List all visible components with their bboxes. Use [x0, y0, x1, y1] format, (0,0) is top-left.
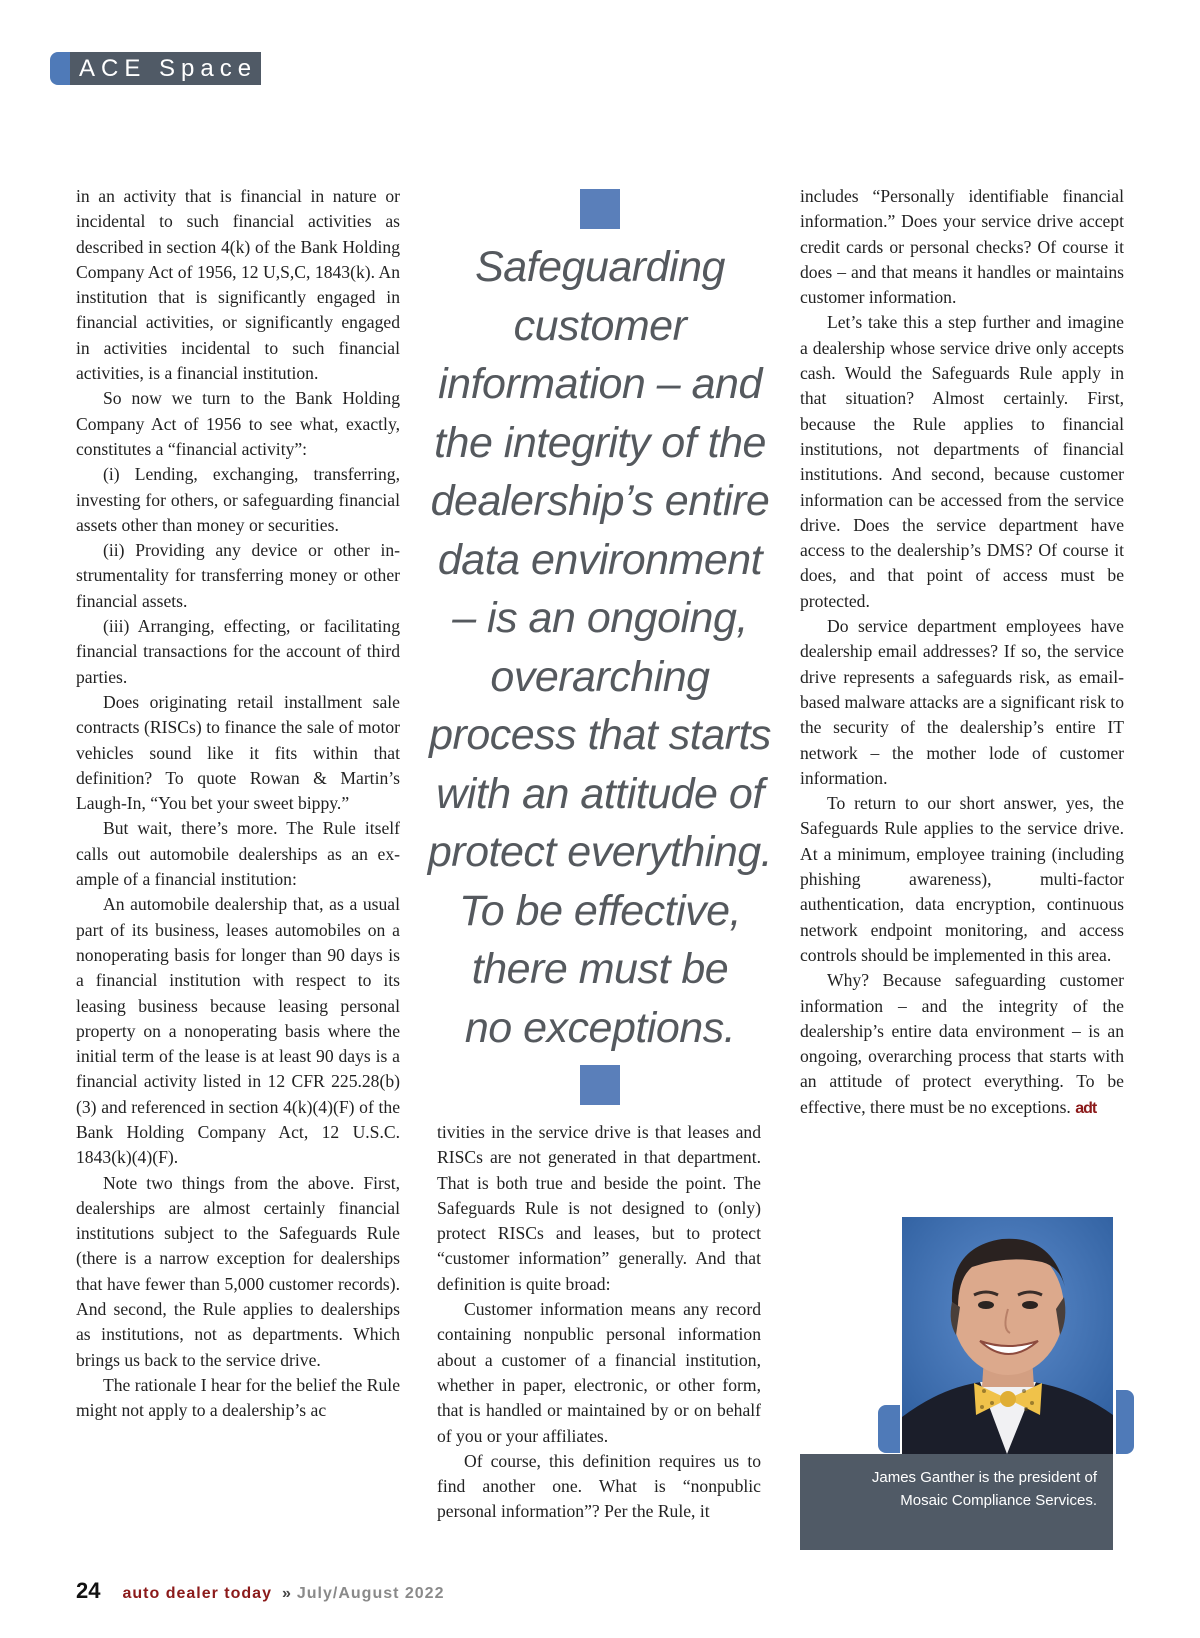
paragraph: (iii) Arranging, effecting, or facilitating financial transactions for the account of third parties.: [76, 616, 400, 687]
paragraph: Does originating retail installment sale contracts (RISCs) to finance the sale of motor vehicles sound like it fits within that definition? To quote Rowan & Martin’s Laugh-In, “You bet your sweet bippy.”: [76, 691, 400, 814]
paragraph: [800, 968, 1124, 1121]
author-caption: [837, 1466, 1097, 1512]
section-label: ACE Space: [70, 52, 261, 85]
pullquote-line: – is an ongoing,: [452, 594, 748, 642]
issue-date: July/August 2022: [296, 1585, 445, 1602]
paragraph: To return to our short answer, yes, the Safeguards Rule applies to the service drive. At a minimum, employee training (including phishing awareness), multi-factor authentication, data encryption, continuous network endpoint monitoring, and access controls should be implemented in this area.: [800, 793, 1124, 965]
pullquote-square-top: [580, 189, 620, 229]
author-photo: [902, 1217, 1113, 1454]
end-mark-logo: adt: [1075, 1099, 1097, 1117]
pullquote-line: the integrity of the: [434, 418, 766, 467]
pullquote-line: overarching: [490, 652, 710, 701]
paragraph: Customer information means any record containing nonpublic personal information about a customer of a financial institution, whether in paper, electronic, or other form, that is handled or maintained by or on behalf of you or your affiliates.: [437, 1299, 761, 1446]
pullquote-line: Safeguarding: [475, 243, 725, 291]
author-portrait: [902, 1217, 1113, 1454]
paragraph: Let’s take this a step further and imagine a dealership whose service drive only accepts cash. Would the Safeguards Rule apply in that situation? Almost certainly. First, because the Rule applies to financial institutions, not departments of financial institutions. And second, because customer information can be accessed from the service drive. Does the service department have access to the dealership’s DMS? Of course it does, and that point of access must be protected.: [800, 312, 1124, 611]
pullquote-line: data environment: [437, 535, 763, 584]
paragraph: Of course, this definition requires us to find another one. What is “nonpublic personal information”? Per the Rule, it: [437, 1450, 761, 1522]
magazine-name: auto dealer today: [122, 1585, 272, 1602]
photo-accent-left: [878, 1405, 900, 1453]
paragraph: So now we turn to the Bank Holding Company Act of 1956 to see what, exactly, constitutes a “financial activity”:: [76, 388, 400, 459]
caption-line-1: James Ganther is the president of: [871, 1469, 1097, 1486]
paragraph: The rationale I hear for the belief the Rule might not apply to a dealership’s ac: [76, 1374, 400, 1421]
article-column-3: [800, 184, 1124, 1121]
pullquote-line: information – and: [438, 360, 762, 408]
pullquote: [425, 238, 775, 1057]
page-number: 24: [76, 1578, 101, 1603]
pullquote-line: dealership’s entire: [430, 477, 770, 525]
pullquote-line: To be effective,: [458, 886, 742, 935]
pullquote-square-bottom: [580, 1065, 620, 1105]
page-footer: [76, 1578, 444, 1604]
paragraph: An automobile dealership that, as a usual part of its business, leases automobiles on a nonoperating basis for longer than 90 days is a financial institution with respect to its leasing business because leasing personal property on a nonoperating basis where the initial term of the lease is at least 90 days is a financial activity listed in 12 CFR 225.28(b)(3) and referenced in section 4(k)(4)(F) of the Bank Holding Company Act, 12 U.S.C. 1843(k)(4)(F).: [76, 894, 400, 1168]
paragraph-text: Why? Because safeguarding customer information – and the integrity of the dealership’s entire data environment – is an ongoing, overarching process that starts with an attitude of protect everything. To be effective, there must be no exceptions.: [800, 970, 1124, 1117]
pullquote-line: process that starts: [429, 711, 771, 759]
article-column-2: [437, 1120, 761, 1525]
article-column-1: [76, 184, 400, 1424]
pullquote-line: no exceptions.: [464, 1003, 736, 1052]
caption-line-2: Mosaic Compliance Services.: [900, 1492, 1097, 1509]
pullquote-line: protect everything.: [427, 828, 773, 876]
paragraph: includes “Personally identifiable financial information.” Does your service drive accept credit cards or personal checks? Of course it does – and that means it handles or maintains customer information.: [800, 186, 1124, 308]
section-tab: [50, 52, 261, 85]
paragraph: But wait, there’s more. The Rule itself calls out automobile dealerships as an example of a financial institution:: [76, 818, 400, 890]
paragraph: Note two things from the above. First, dealerships are almost certainly financial institutions subject to the Safeguards Rule (there is a narrow exception for dealerships that have fewer than 5,000 customer records). And second, the Rule applies to dealerships as institutions, not as departments. Which brings us back to the service drive.: [76, 1172, 400, 1370]
paragraph: tivities in the service drive is that leases and RISCs are not generated in that department. That is both true and beside the point. The Safeguards Rule is not designed to (only) protect RISCs and leases, but to protect “customer information” generally. And that definition is quite broad:: [437, 1122, 761, 1294]
photo-accent-right: [1116, 1390, 1134, 1454]
footer-separator: »: [281, 1585, 291, 1602]
pullquote-line: with an attitude of: [436, 769, 764, 818]
author-caption-box: [800, 1454, 1113, 1550]
paragraph: Do service department employees have dealership email addresses? If so, the service drive represents a safeguards risk, as email-based malware attacks are a significant risk to the security of the dealership’s entire IT network – the mother lode of customer information.: [800, 616, 1124, 788]
paragraph: in an activity that is financial in nature or incidental to such financial activities as described in section 4(k) of the Bank Holding Company Act of 1956, 12 U,S,C, 1843(k). An institution that is significantly engaged in financial activities, or significantly engaged in activities incidental to such financial activities, is a financial institution.: [76, 186, 400, 384]
pullquote-line: there must be: [471, 945, 729, 993]
paragraph: (i) Lending, exchanging, transferring, investing for others, or safeguarding financial assets other than money or securities.: [76, 464, 400, 535]
pullquote-line: customer: [513, 301, 687, 350]
paragraph: (ii) Providing any device or other instrumentality for transferring money or other financial assets.: [76, 540, 400, 611]
